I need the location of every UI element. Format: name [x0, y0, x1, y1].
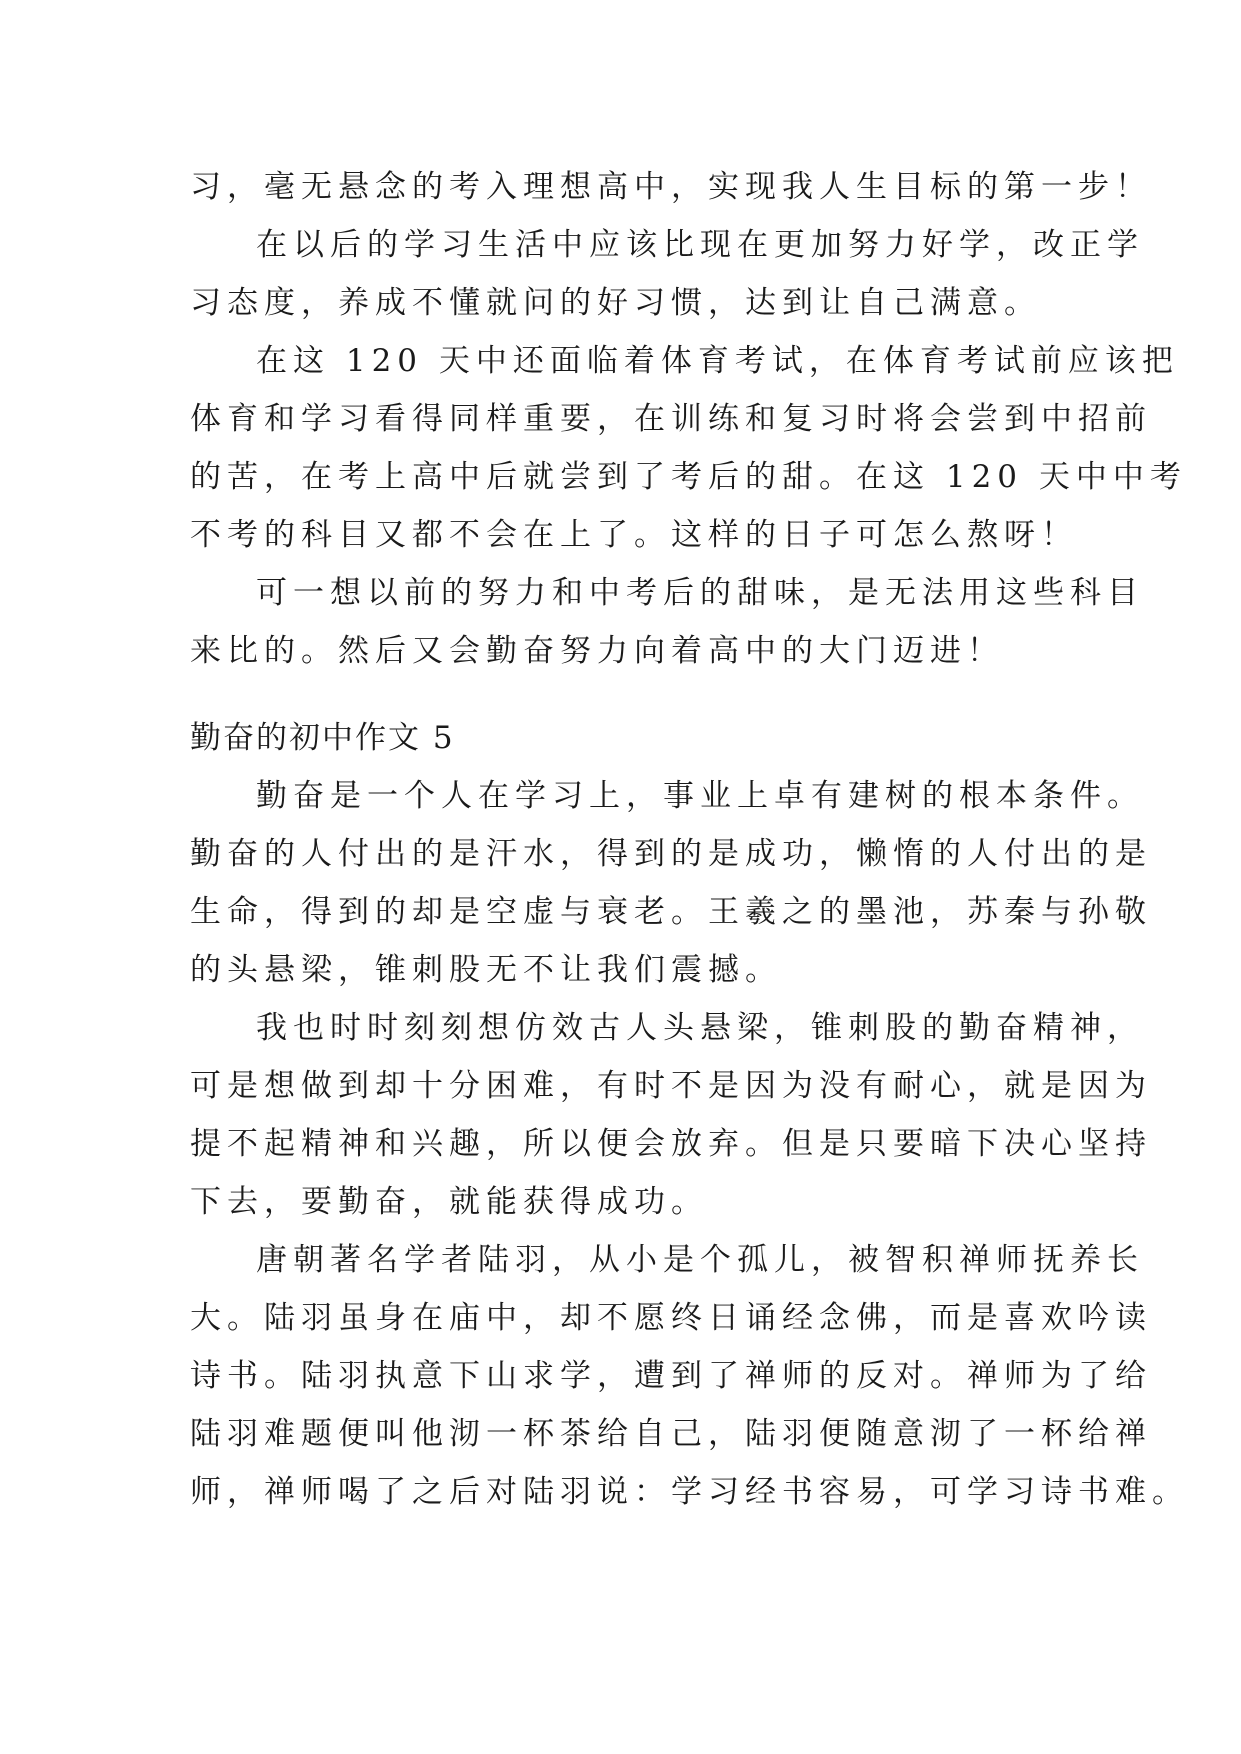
text-line: 习态度，养成不懂就问的好习惯，达到让自己满意。: [190, 285, 1041, 321]
text-line: 勤奋的人付出的是汗水，得到的是成功，懒惰的人付出的是: [190, 836, 1152, 872]
text-line: 的苦，在考上高中后就尝到了考后的甜。在这 120 天中中考: [190, 459, 1187, 495]
paragraph-first-line: 唐朝著名学者陆羽，从小是个孤儿，被智积禅师抚养长: [256, 1242, 1144, 1278]
text-line: 生命，得到的却是空虚与衰老。王羲之的墨池，苏秦与孙敬: [190, 894, 1152, 930]
text-line: 可是想做到却十分困难，有时不是因为没有耐心，就是因为: [190, 1068, 1152, 1104]
text-line: 陆羽难题便叫他沏一杯茶给自己，陆羽便随意沏了一杯给禅: [190, 1416, 1152, 1452]
paragraph-first-line: 在以后的学习生活中应该比现在更加努力好学，改正学: [256, 227, 1144, 263]
text-line: 不考的科目又都不会在上了。这样的日子可怎么熬呀！: [190, 517, 1078, 553]
text-line: 下去，要勤奋，就能获得成功。: [190, 1184, 708, 1220]
paragraph-first-line: 在这 120 天中还面临着体育考试，在体育考试前应该把: [256, 343, 1179, 379]
text-line: 来比的。然后又会勤奋努力向着高中的大门迈进！: [190, 633, 1004, 669]
text-line: 师，禅师喝了之后对陆羽说：学习经书容易，可学习诗书难。: [190, 1474, 1189, 1510]
text-line: 提不起精神和兴趣，所以便会放弃。但是只要暗下决心坚持: [190, 1126, 1152, 1162]
paragraph-first-line: 勤奋是一个人在学习上，事业上卓有建树的根本条件。: [256, 778, 1144, 814]
text-line: 诗书。陆羽执意下山求学，遭到了禅师的反对。禅师为了给: [190, 1358, 1152, 1394]
text-line: 的头悬梁，锥刺股无不让我们震撼。: [190, 952, 782, 988]
text-line: 体育和学习看得同样重要，在训练和复习时将会尝到中招前: [190, 401, 1152, 437]
text-line: 大。陆羽虽身在庙中，却不愿终日诵经念佛，而是喜欢吟读: [190, 1300, 1152, 1336]
paragraph-first-line: 我也时时刻刻想仿效古人头悬梁，锥刺股的勤奋精神，: [256, 1010, 1144, 1046]
paragraph-first-line: 可一想以前的努力和中考后的甜味，是无法用这些科目: [256, 575, 1144, 611]
text-line: 习，毫无悬念的考入理想高中，实现我人生目标的第一步！: [190, 169, 1152, 205]
section-heading: 勤奋的初中作文 5: [190, 720, 455, 756]
